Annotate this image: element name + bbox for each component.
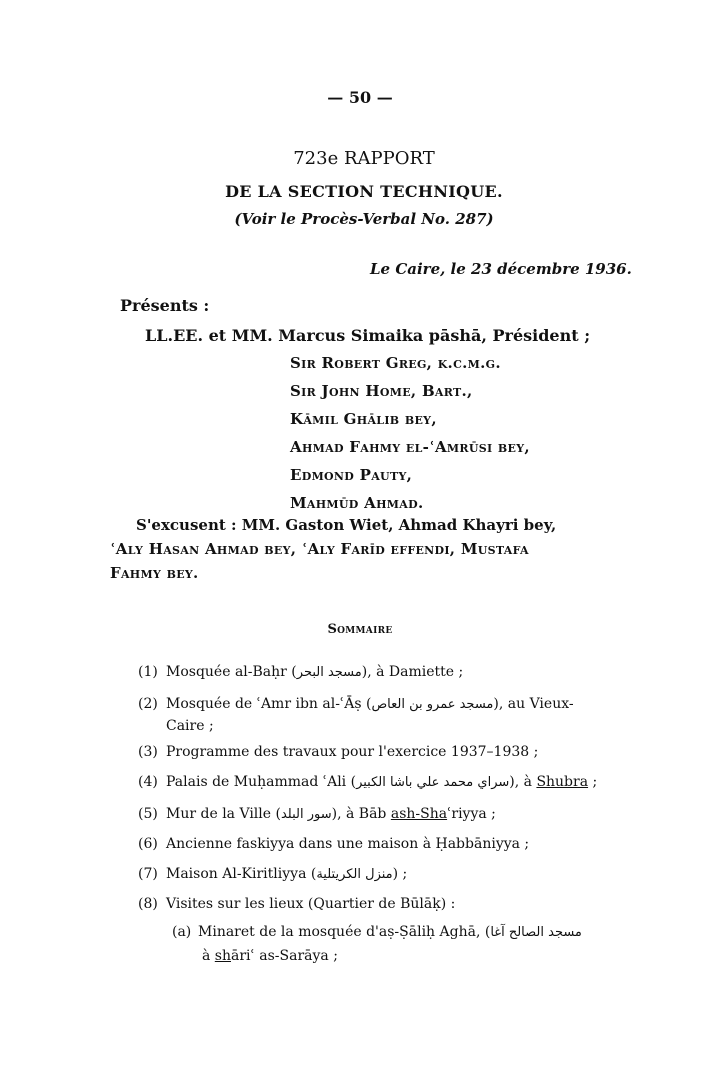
- member-line: Edmond Pauty,: [290, 466, 413, 484]
- excused-line: ʿAly Hasan Ahmad bey, ʿAly Farīd effendi, Mustafa: [110, 540, 529, 558]
- page-number: — 50 —: [327, 88, 393, 107]
- presents-label: Présents :: [120, 296, 210, 315]
- arabic-text: مسجد البحر: [296, 665, 362, 680]
- item-number: (6): [138, 836, 158, 852]
- report-title: 723e RAPPORT: [293, 148, 435, 169]
- report-subtitle: DE LA SECTION TECHNIQUE.: [225, 182, 503, 201]
- list-item: (4) Palais de Muḥammad ʿAli (سراي محمد علي باشا الكبير), à Shubra ;: [138, 774, 598, 790]
- sub-list-item-continuation: à shāriʿ as-Sarāya ;: [202, 948, 338, 964]
- chair-line: LL.EE. et MM. Marcus Simaika pāshā, Président ;: [145, 326, 591, 345]
- excused-line: Fahmy bey.: [110, 564, 199, 582]
- list-item-continuation: Caire ;: [166, 718, 214, 734]
- proces-verbal-reference: (Voir le Procès-Verbal No. 287): [234, 210, 494, 228]
- list-item: (5) Mur de la Ville (سور البلد), à Bāb ash-Shaʿriyya ;: [138, 806, 496, 822]
- list-item: (2) Mosquée de ʿAmr ibn al-ʿĀṣ (مسجد عمرو بن العاص), au Vieux-: [138, 696, 574, 712]
- sommaire-heading: Sommaire: [327, 622, 393, 637]
- arabic-text: منزل الكريتلية: [316, 867, 393, 882]
- dateline: Le Caire, le 23 décembre 1936.: [370, 260, 632, 278]
- arabic-text: سراي محمد علي باشا الكبير: [356, 775, 510, 790]
- item-number: (2): [138, 696, 158, 712]
- list-item: (3) Programme des travaux pour l'exercice 1937–1938 ;: [138, 744, 539, 760]
- item-number: (5): [138, 806, 158, 822]
- list-item: (1) Mosquée al-Baḥr (مسجد البحر), à Damiette ;: [138, 664, 464, 680]
- arabic-text: سور البلد: [280, 807, 332, 822]
- item-number: (7): [138, 866, 158, 882]
- sub-list-item: (a) Minaret de la mosquée d'aṣ-Ṣāliḥ Aghā, (مسجد الصالح آغا: [172, 924, 582, 940]
- arabic-text: مسجد الصالح آغا: [490, 925, 582, 940]
- sub-item-label: (a): [172, 924, 192, 940]
- member-line: Sir John Home, Bart.,: [290, 382, 473, 400]
- list-item: (8) Visites sur les lieux (Quartier de Būlāḳ) :: [138, 896, 456, 912]
- arabic-text: مسجد عمرو بن العاص: [371, 697, 494, 712]
- item-number: (3): [138, 744, 158, 760]
- member-line: Mahmūd Ahmad.: [290, 494, 424, 512]
- member-line: Ahmad Fahmy el-ʿAmrūsi bey,: [290, 438, 530, 456]
- member-line: Kāmil Ghālib bey,: [290, 410, 437, 428]
- list-item: (6) Ancienne faskiyya dans une maison à Ḥabbāniyya ;: [138, 836, 530, 852]
- excused-line: S'excusent : MM. Gaston Wiet, Ahmad Khayri bey,: [136, 516, 557, 534]
- item-number: (4): [138, 774, 158, 790]
- item-number: (8): [138, 896, 158, 912]
- item-number: (1): [138, 664, 158, 680]
- list-item: (7) Maison Al-Kiritliyya (منزل الكريتلية) ;: [138, 866, 408, 882]
- member-line: Sir Robert Greg, k.c.m.g.: [290, 354, 501, 372]
